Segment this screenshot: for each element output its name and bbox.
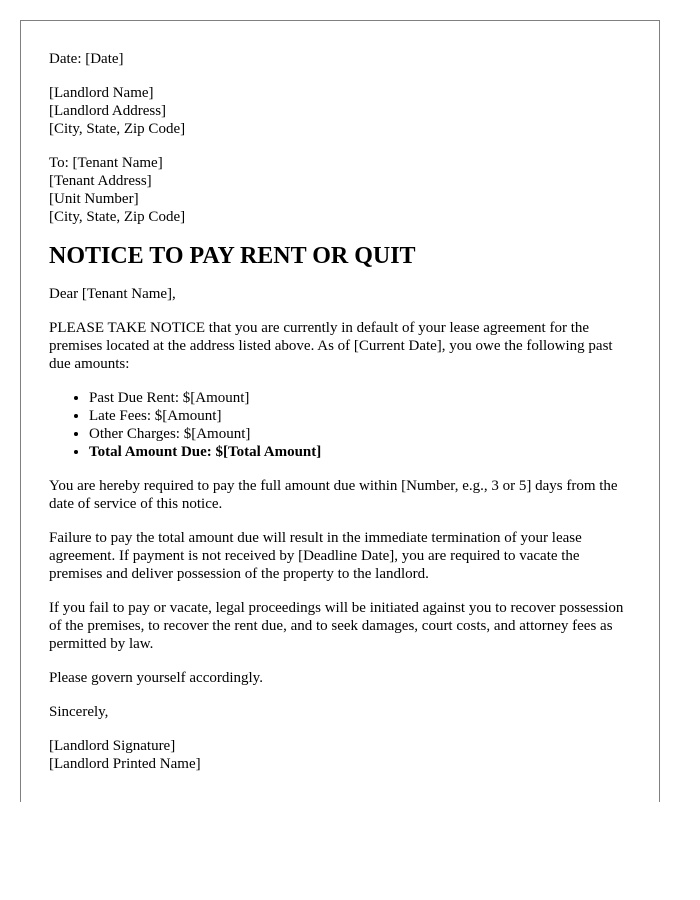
legal-paragraph: If you fail to pay or vacate, legal proceedings will be initiated against you to recover possession of the premises, to recover the rent due, and to seek damages, court costs, and attorney fees as permitted by law. — [49, 600, 624, 652]
tenant-address: [Tenant Address] — [49, 173, 152, 189]
govern-paragraph: Please govern yourself accordingly. — [49, 670, 263, 686]
amount-item-other-charges: • Other Charges: $[Amount] — [89, 425, 631, 443]
signature-block — [49, 737, 631, 773]
amount-item-past-due-rent: • Past Due Rent: $[Amount] — [89, 389, 631, 407]
tenant-city: [City, State, Zip Code] — [49, 209, 186, 225]
landlord-printed-name: [Landlord Printed Name] — [49, 756, 201, 772]
landlord-signature: [Landlord Signature] — [49, 738, 176, 754]
salutation: Dear [Tenant Name], — [49, 286, 176, 302]
required-paragraph: You are hereby required to pay the full amount due within [Number, e.g., 3 or 5] days from the date of service of this notice. — [49, 478, 618, 512]
tenant-to-line: To: [Tenant Name] — [49, 155, 163, 171]
landlord-city: [City, State, Zip Code] — [49, 121, 186, 137]
failure-paragraph: Failure to pay the total amount due will result in the immediate termination of your lease agreement. If payment is not received by [Deadline Date], you are required to vacate the premises and deliver possession of the property to the landlord. — [49, 530, 582, 582]
landlord-name: [Landlord Name] — [49, 85, 154, 101]
amounts-list — [49, 389, 631, 461]
closing: Sincerely, — [49, 704, 109, 720]
letter-content — [21, 21, 659, 773]
notice-title: NOTICE TO PAY RENT OR QUIT — [49, 243, 416, 269]
landlord-address: [Landlord Address] — [49, 103, 167, 119]
date-line: Date: [Date] — [49, 51, 124, 67]
letter-page — [20, 20, 660, 802]
notice-paragraph: PLEASE TAKE NOTICE that you are currently in default of your lease agreement for the premises located at the address listed above. As of [Current Date], you owe the following past due amounts: — [49, 320, 613, 372]
tenant-address-block — [49, 154, 631, 226]
amount-item-late-fees: • Late Fees: $[Amount] — [89, 407, 631, 425]
tenant-unit: [Unit Number] — [49, 191, 139, 207]
amount-item-total-due: • Total Amount Due: $[Total Amount] — [89, 443, 631, 461]
landlord-address-block — [49, 84, 631, 138]
